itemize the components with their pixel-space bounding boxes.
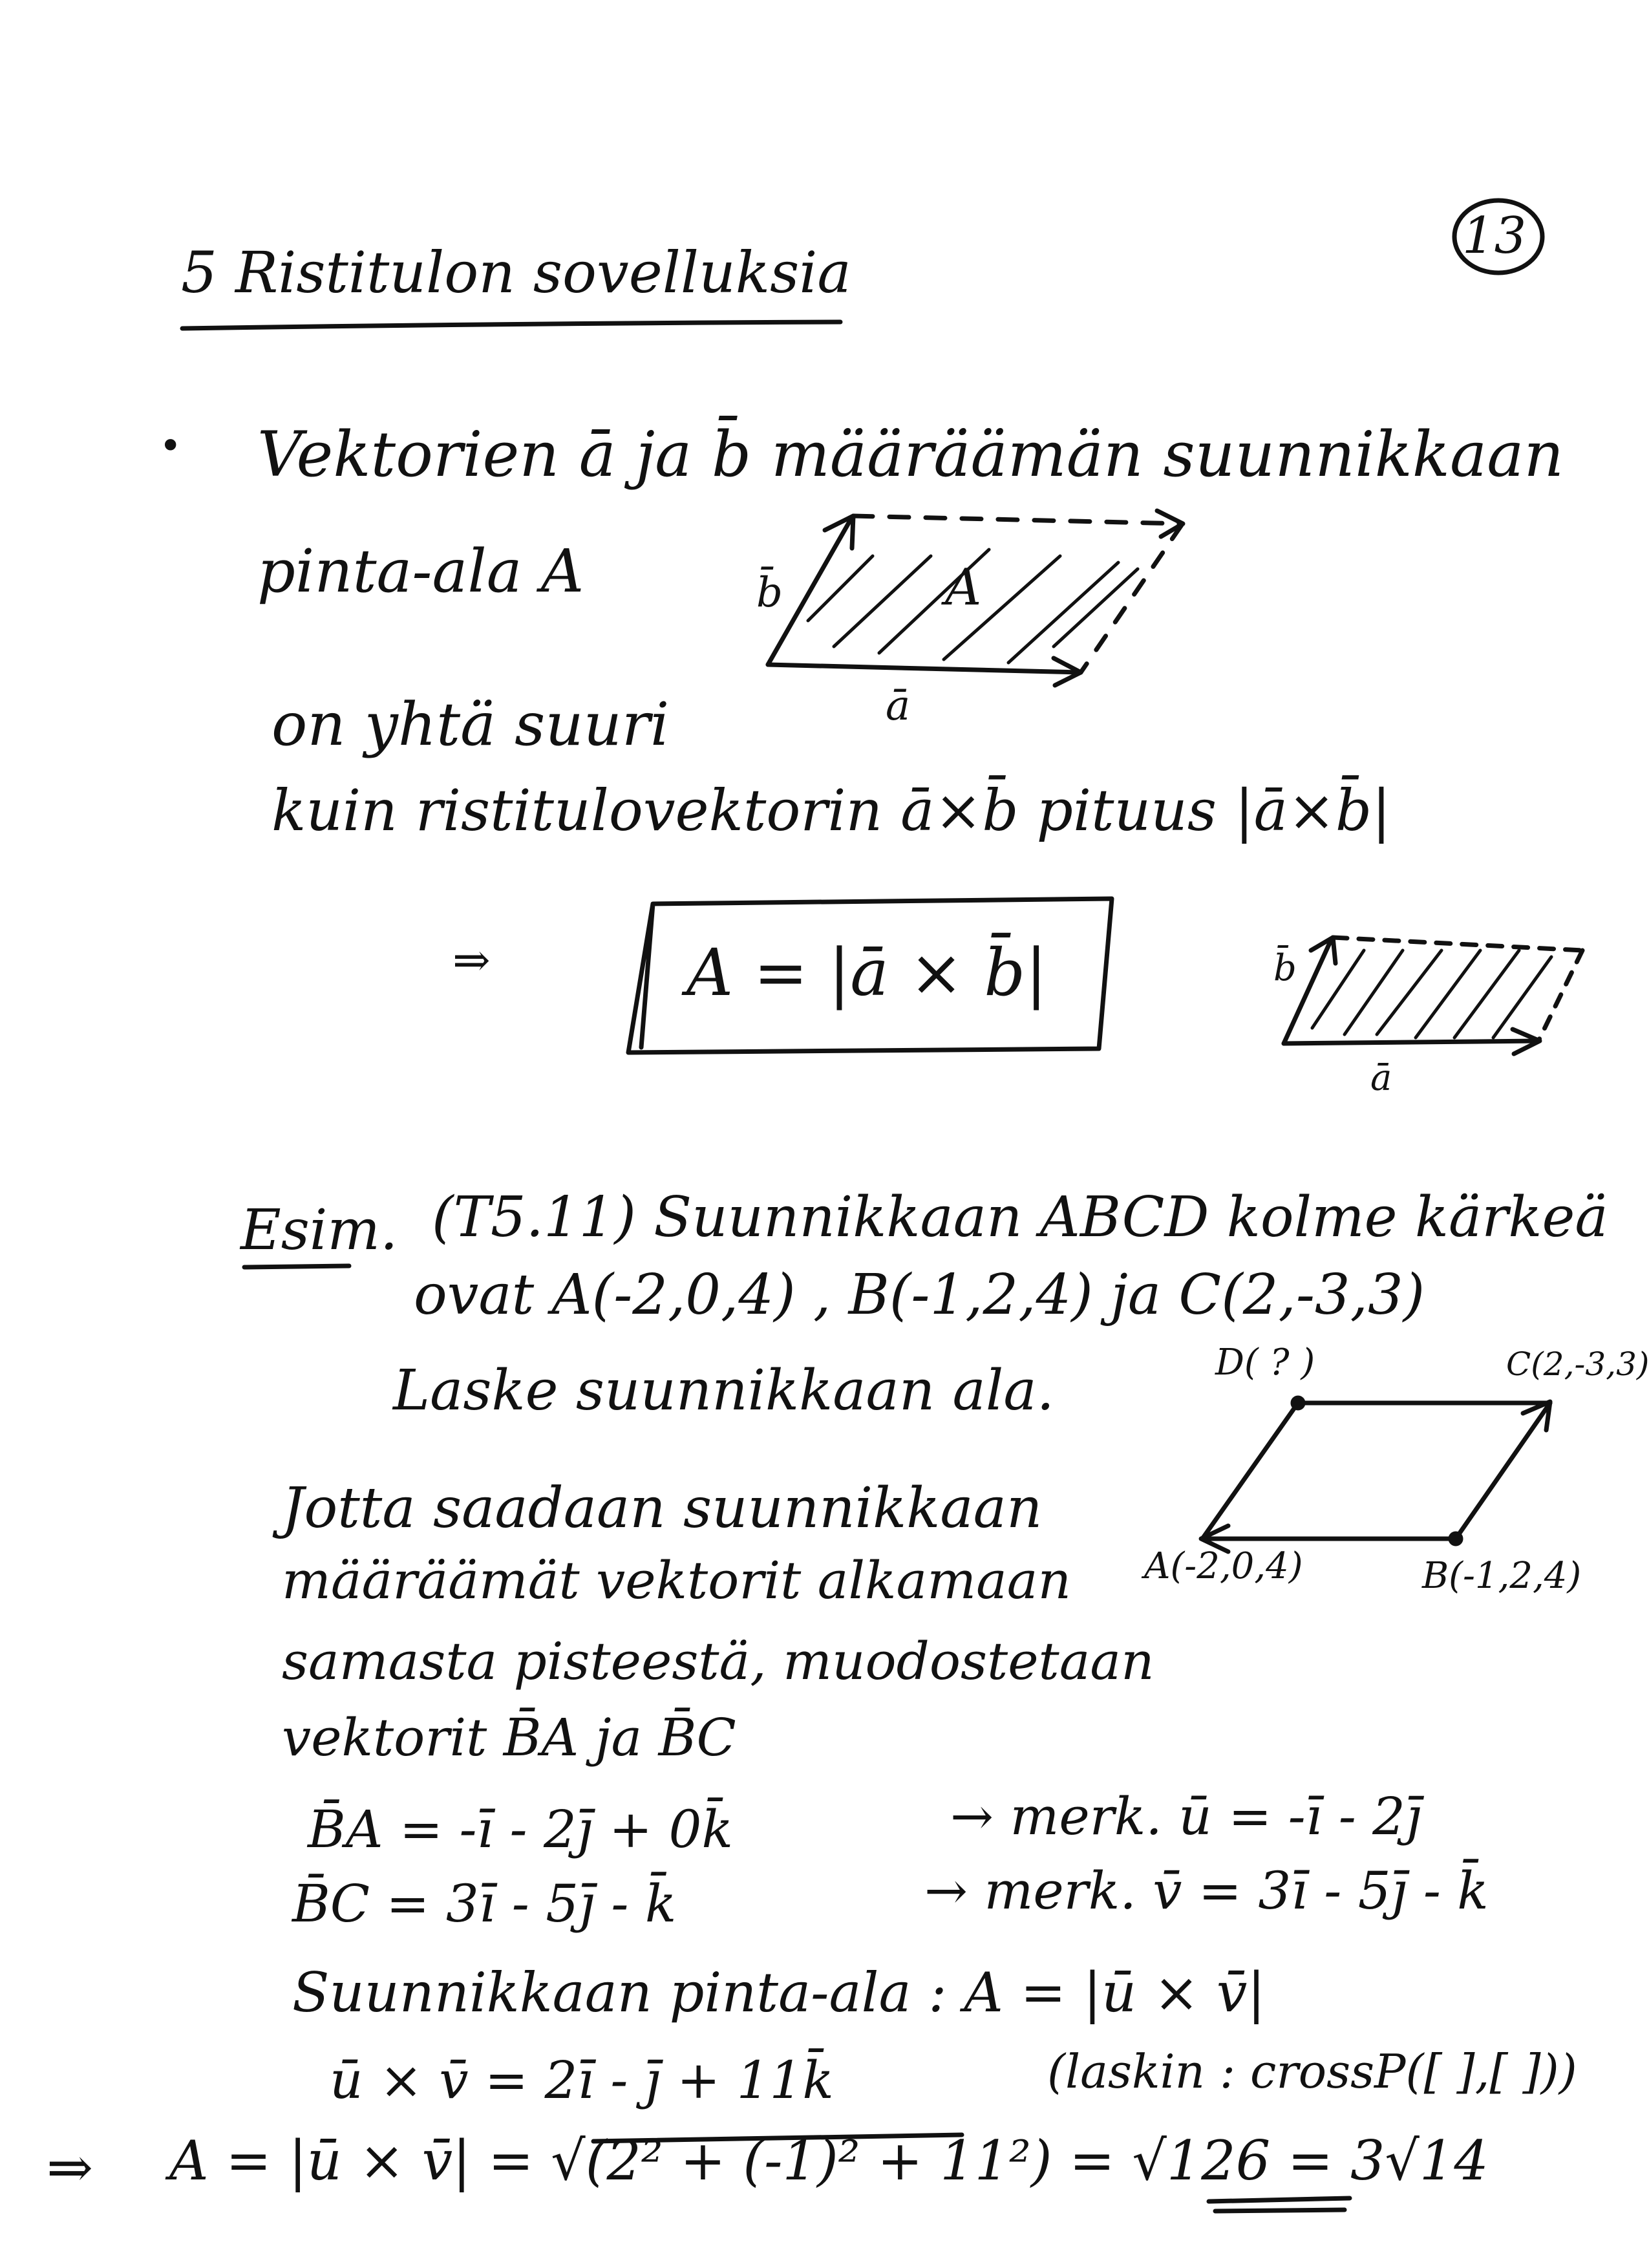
page-number: 13 bbox=[1462, 207, 1527, 265]
figure2-vector-a bbox=[1284, 1041, 1538, 1043]
solution-line-1: Jotta saadaan suunnikkaan bbox=[282, 1476, 1043, 1541]
vertex-A-label: A(-2,0,4) bbox=[1144, 1545, 1303, 1587]
figure2-hatching bbox=[1312, 950, 1551, 1038]
point-B bbox=[1451, 1534, 1461, 1544]
area-statement: Suunnikkaan pinta-ala : A = |ū × v̄| bbox=[292, 1961, 1266, 2024]
implies-arrow: ⇒ bbox=[452, 934, 491, 987]
point-D bbox=[1293, 1398, 1303, 1408]
equation-BA-note: → merk. ū = -ī - 2j̄ bbox=[950, 1786, 1421, 1846]
edge-CB bbox=[1456, 1403, 1550, 1539]
solution-line-3: samasta pisteestä, muodostetaan bbox=[282, 1631, 1154, 1691]
final-implies-arrow: ⇒ bbox=[47, 2135, 94, 2200]
definition-line-3: on yhtä suuri bbox=[271, 690, 670, 759]
equation-BC: B̄C = 3ī - 5j̄ - k̄ bbox=[292, 1874, 677, 1934]
vertex-B-label: B(-1,2,4) bbox=[1422, 1555, 1582, 1597]
example-line-1: (T5.11) Suunnikkaan ABCD kolme kärkeä bbox=[432, 1185, 1608, 1250]
example-line-3: Laske suunnikkaan ala. bbox=[393, 1358, 1054, 1423]
figure1-dashed-arrow bbox=[1157, 511, 1183, 537]
figure1-arrow-b bbox=[825, 516, 853, 548]
solution-line-2: määräämät vektorit alkamaan bbox=[282, 1550, 1071, 1610]
figure1-label-b: b̄ bbox=[756, 569, 783, 617]
cross-product: ū × v̄ = 2ī - j̄ + 11k̄ bbox=[330, 2050, 834, 2110]
definition-line-1: Vektorien ā ja b̄ määräämän suunnikkaan bbox=[257, 418, 1564, 491]
example-label: Esim. bbox=[240, 1198, 398, 1263]
figure2-label-b: b̄ bbox=[1273, 947, 1297, 989]
calculator-note: (laskin : crossP([ ],[ ])) bbox=[1047, 2044, 1577, 2099]
figure1-label-area: A bbox=[945, 559, 982, 617]
figure2-dashed-right bbox=[1538, 950, 1582, 1041]
figure1-arrow-a bbox=[1054, 658, 1081, 685]
example-underline bbox=[244, 1266, 349, 1267]
final-result: A = |ū × v̄| = √(2² + (-1)² + 11²) = √126 = 3√14 bbox=[169, 2129, 1489, 2192]
figure2-dashed-top bbox=[1333, 937, 1582, 950]
figure1-dashed-top bbox=[853, 516, 1182, 524]
solution-line-4: vektorit B̄A ja B̄C bbox=[282, 1707, 736, 1768]
vertex-D-label: D( ? ) bbox=[1215, 1342, 1315, 1384]
vertex-C-label: C(2,-3,3) bbox=[1506, 1345, 1649, 1383]
figure1-dashed-right bbox=[1081, 525, 1182, 672]
definition-line-4: kuin ristitulovektorin ā×b̄ pituus |ā×b̄| bbox=[271, 777, 1391, 844]
page-title: 5 Ristitulon sovelluksia bbox=[181, 239, 851, 306]
area-formula: A = |ā × b̄| bbox=[686, 935, 1047, 1011]
result-underline bbox=[1209, 2198, 1350, 2211]
title-underline bbox=[182, 322, 840, 328]
figure2-arrow-a bbox=[1513, 1029, 1540, 1054]
figure1-vector-a bbox=[768, 665, 1080, 672]
equation-BA: B̄A = -ī - 2j̄ + 0k̄ bbox=[308, 1799, 733, 1859]
equation-BC-note: → merk. v̄ = 3ī - 5j̄ - k̄ bbox=[924, 1861, 1489, 1921]
figure1-label-a: ā bbox=[886, 682, 911, 730]
edge-AD bbox=[1202, 1403, 1298, 1539]
figure2-label-a: ā bbox=[1370, 1057, 1392, 1099]
example-line-2: ovat A(-2,0,4) , B(-1,2,4) ja C(2,-3,3) bbox=[414, 1263, 1425, 1327]
figure2-arrow-b bbox=[1311, 937, 1335, 963]
bullet-dot: • bbox=[159, 423, 182, 469]
edge-BC-arrow bbox=[1523, 1402, 1550, 1430]
definition-line-2: pinta-ala A bbox=[257, 537, 584, 606]
